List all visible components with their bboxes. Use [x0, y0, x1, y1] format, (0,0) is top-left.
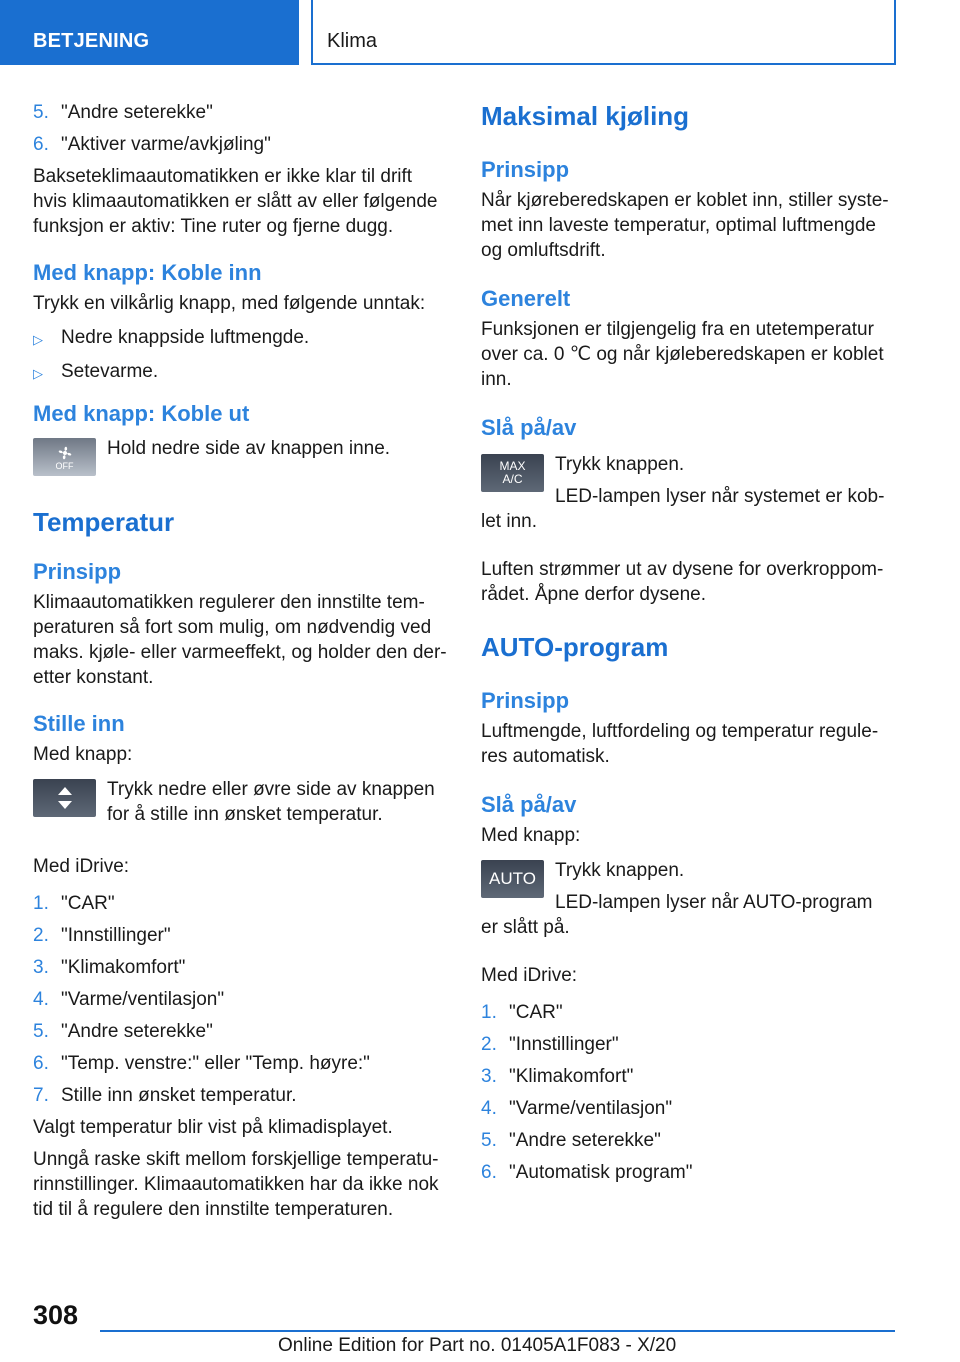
koble-inn-bullets: [33, 325, 448, 386]
temperature-rocker-button-icon: [33, 779, 96, 817]
fan-off-button-icon: OFF: [33, 438, 96, 476]
list-item: 5. "Andre seterekke": [33, 102, 213, 123]
heading-generelt: Generelt: [481, 286, 571, 311]
generelt-text: Funksjonen er tilgjengelig fra en utetemperatur over ca. 0 ℃ og når kjøleberedskapen er koblet inn.: [481, 319, 884, 390]
auto-led-text: LED-lampen lyser når AUTO-program er slått på.: [481, 892, 873, 938]
section-tab: BETJENING: [0, 0, 299, 65]
list-item: 3. "Klimakomfort": [481, 1066, 634, 1087]
display-note: Valgt temperatur blir vist på klimadisplayet.: [33, 1117, 393, 1138]
left-column: [33, 100, 448, 1235]
auto-idrive-steps: [481, 1000, 893, 1185]
list-item: ▷ Setevarme.: [33, 359, 448, 386]
max-ac-button-icon: MAX A/C: [481, 454, 544, 492]
koble-inn-text: Trykk en vilkårlig knapp, med følgende unntak:: [33, 293, 426, 314]
triangle-bullet-icon: ▷: [33, 332, 43, 347]
list-item: 5. "Andre seterekke": [481, 1130, 661, 1151]
intro-paragraph: Bakseteklimaautomatikken er ikke klar til drift hvis klimaautomatikken er slått av eller følgende funksjon er aktiv: Tine ruter og fjerne dugg.: [33, 166, 438, 237]
list-item: 6. "Aktiver varme/avkjøling": [33, 134, 271, 155]
list-item: 6. "Temp. venstre:" eller "Temp. høyre:": [33, 1053, 370, 1074]
list-item: 2. "Innstillinger": [481, 1034, 619, 1055]
heading-stille-inn: Stille inn: [33, 711, 125, 736]
auto-press-text: Trykk knappen.: [555, 860, 685, 881]
auto-prinsipp-text: Luftmengde, luftfordeling og temperatur reguleres automatisk.: [481, 721, 879, 767]
avoid-note: Unngå raske skift mellom forskjellige temperaturinnstillinger. Klimaautomatikken har da ikke nok tid til å regulere den innstilte temperaturen.: [33, 1149, 439, 1220]
arrow-up-icon: [58, 787, 72, 795]
page-number: 308: [33, 1300, 79, 1330]
heading-temperatur: Temperatur: [33, 507, 175, 537]
fan-icon: [54, 444, 76, 462]
chapter-title: Klima: [311, 0, 896, 65]
list-item: 7. Stille inn ønsket temperatur.: [33, 1085, 297, 1106]
heading-prinsipp: Prinsipp: [33, 559, 122, 584]
list-item: 2. "Innstillinger": [33, 925, 171, 946]
temperatur-prinsipp-text: Klimaautomatikken regulerer den innstilte temperaturen så fort som mulig, om nødvendig ved maks. kjøle- eller varmeeffekt, og holder den deretter konstant.: [33, 592, 447, 688]
heading-prinsipp: Prinsipp: [481, 157, 570, 182]
auto-med-knapp-label: Med knapp:: [481, 825, 581, 846]
arrow-down-icon: [58, 801, 72, 809]
list-item: 4. "Varme/ventilasjon": [481, 1098, 673, 1119]
edition-text: Online Edition for Part no. 01405A1F083 - X/20: [278, 1335, 677, 1356]
max-press-text: Trykk knappen.: [555, 454, 685, 475]
auto-button-icon: AUTO: [481, 860, 544, 898]
heading-koble-ut: Med knapp: Koble ut: [33, 401, 250, 426]
heading-prinsipp: Prinsipp: [481, 688, 570, 713]
list-item: 1. "CAR": [481, 1002, 563, 1023]
footer-divider: [100, 1330, 895, 1332]
heading-sla-pa-av: Slå på/av: [481, 415, 577, 440]
max-prinsipp-text: Når kjøreberedskapen er koblet inn, stiller systemet inn laveste temperatur, optimal luftmengde og omluftsdrift.: [481, 190, 889, 261]
heading-sla-pa-av: Slå på/av: [481, 792, 577, 817]
auto-idrive-label: Med iDrive:: [481, 965, 578, 986]
heading-maksimal-kjoling: Maksimal kjøling: [481, 101, 690, 131]
list-item: ▷ Nedre knappside luftmengde.: [33, 325, 448, 352]
luft-text: Luften strømmer ut av dysene for overkroppområdet. Åpne derfor dysene.: [481, 559, 884, 605]
list-item: 6. "Automatisk program": [481, 1162, 693, 1183]
heading-auto-program: AUTO-program: [481, 632, 669, 662]
knapp-text: Trykk nedre eller øvre side av knappen for å stille inn ønsket temperatur.: [107, 779, 435, 825]
seat-row-steps: [33, 100, 448, 157]
idrive-label: Med iDrive:: [33, 856, 130, 877]
koble-ut-text: Hold nedre side av knappen inne.: [107, 438, 391, 459]
triangle-bullet-icon: ▷: [33, 366, 43, 381]
right-column: [481, 100, 893, 1192]
med-knapp-label: Med knapp:: [33, 744, 133, 765]
temperature-idrive-steps: [33, 891, 448, 1108]
heading-koble-inn: Med knapp: Koble inn: [33, 260, 262, 285]
list-item: 5. "Andre seterekke": [33, 1021, 213, 1042]
list-item: 1. "CAR": [33, 893, 115, 914]
list-item: 3. "Klimakomfort": [33, 957, 186, 978]
max-led-text: LED-lampen lyser når systemet er koblet inn.: [481, 486, 885, 532]
list-item: 4. "Varme/ventilasjon": [33, 989, 225, 1010]
